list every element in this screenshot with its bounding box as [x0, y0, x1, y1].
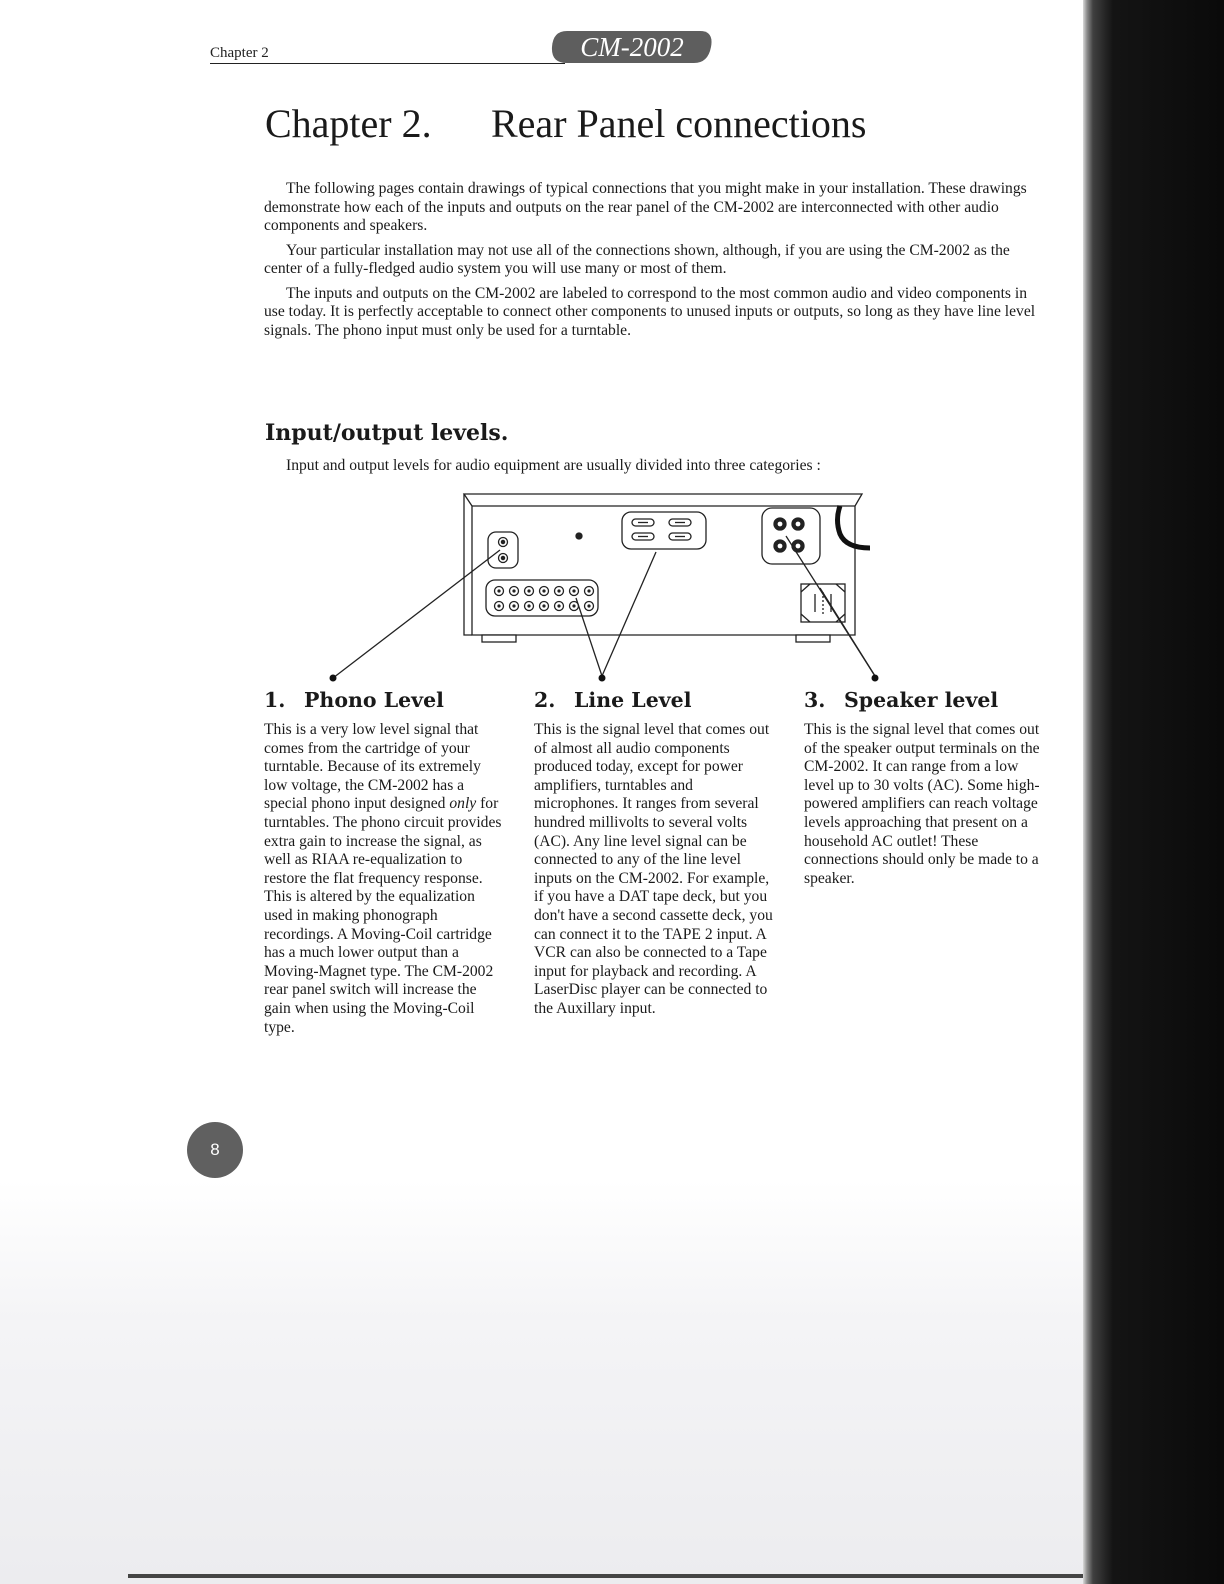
switch-block — [622, 512, 706, 549]
speaker-level-column — [804, 688, 1044, 888]
chapter-number: Chapter 2. — [265, 101, 432, 146]
foot-right — [796, 635, 830, 642]
scan-bottom-edge — [128, 1574, 1083, 1578]
line-level-heading — [534, 688, 774, 712]
phono-level-column — [264, 688, 504, 1037]
heading-title: Line Level — [574, 688, 692, 712]
heading-number: 2. — [534, 688, 556, 712]
heading-title: Phono Level — [304, 688, 444, 712]
chapter-title — [265, 100, 866, 147]
phono-leader-dot — [330, 675, 337, 682]
chapter-title-text: Rear Panel connections — [491, 101, 867, 146]
foot-left — [482, 635, 516, 642]
ground-screw — [576, 533, 582, 539]
speaker-level-heading — [804, 688, 1044, 712]
section-intro: Input and output levels for audio equipment are usually divided into three categories : — [286, 457, 821, 474]
cm2002-logo — [548, 28, 718, 66]
intro-paragraph: Your particular installation may not use all of the connections shown, although, if you are using the CM-2002 as the center of a fully-fledged audio system you will use many or most of them. — [264, 241, 1010, 277]
running-header-chapter: Chapter 2 — [210, 45, 269, 61]
phono-level-text — [264, 721, 504, 1037]
intro-paragraph: The inputs and outputs on the CM-2002 are labeled to correspond to the most common audio and video components in use today. It is perfectly acceptable to connect other components to unused inputs or outputs, so long as they have line level signals. The phono input must only be used for a turntable. — [264, 284, 1036, 339]
line-level-text: This is the signal level that comes out of almost all audio components produced today, except for power amplifiers, turntables and microphones. It ranges from several hundred millivolts to several volts (AC). Any line level signal can be connected to any of the line level inputs on the CM-2002. For example, if you have a DAT tape deck, but you don't have a second cassette deck, you can connect it to the TAPE 2 input. A VCR can also be connected to a Tape input for playback and recording. A LaserDisc player can be connected to the Auxillary input. — [534, 721, 773, 1017]
logo-text: CM-2002 — [580, 32, 684, 62]
phono-text-emphasis: only — [449, 795, 477, 813]
rear-panel-diagram — [300, 488, 900, 688]
phono-text-start: This is a very low level signal that comes from the cartridge of your turntable. Because of its extremely low voltage, the CM-2002 has a special phono input designed — [264, 721, 481, 813]
intro-paragraph: The following pages contain drawings of typical connections that you might make in your installation. These drawings demonstrate how each of the inputs and outputs on the rear panel of the CM-2002 are interconnected with other audio components and speakers. — [264, 180, 1027, 234]
speaker-level-text: This is the signal level that comes out of the speaker output terminals on the CM-2002. It can range from a low level up to 30 volts (AC). Some high-powered amplifiers can reach voltage levels approaching that present on a household AC outlet! These connections should only be made to a speaker. — [804, 721, 1040, 887]
heading-number: 3. — [804, 688, 826, 712]
section-heading: Input/output levels. — [265, 420, 509, 446]
line-level-column — [534, 688, 774, 1019]
phono-level-heading — [264, 688, 504, 712]
heading-number: 1. — [264, 688, 286, 712]
speaker-leader-dot — [872, 675, 879, 682]
scan-edge-shadow — [1083, 0, 1224, 1584]
scan-bottom-shade — [0, 1180, 1083, 1584]
page-number-badge: 8 — [187, 1122, 243, 1178]
speaker-terminal-block — [762, 508, 820, 564]
intro-text — [264, 180, 1040, 346]
phono-text-end: for turntables. The phono circuit provides extra gain to increase the signal, as well as RIAA re-equalization to restore the flat frequency response. This is altered by the equalization used in making phonograph recordings. A Moving-Coil cartridge has a much lower output than a Moving-Magnet type. The CM-2002 rear panel switch will increase the gain when using the Moving-Coil type. — [264, 795, 502, 1036]
heading-title: Speaker level — [844, 688, 999, 712]
line-leader-dot — [599, 675, 606, 682]
header-rule — [210, 63, 565, 64]
